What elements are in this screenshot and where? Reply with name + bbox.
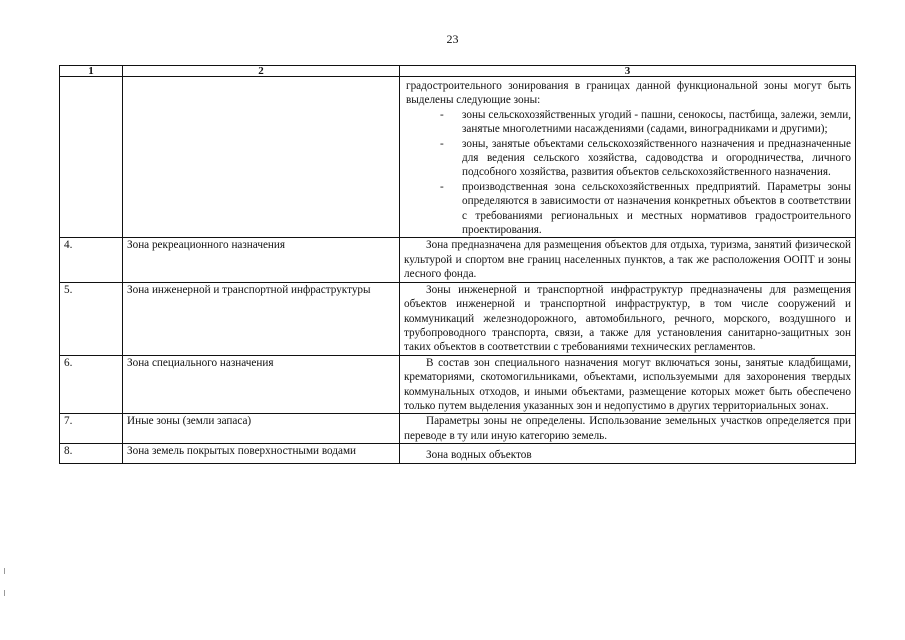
header-col-1: 1 [60, 66, 123, 77]
zone-name: Зона рекреационного назначения [123, 238, 400, 282]
list-item: - зоны, занятые объектами сельскохозяйственного назначения и предназначенные для ведения сельского хозяйства, садоводства и огородничества, личного подсобного хозяйства, развития объектов сельскохозяйственного назначения. [440, 137, 851, 179]
zone-description: Зона предназначена для размещения объектов для отдыха, туризма, занятий физической культурой и спортом вне границ населенных пунктов, а так же расположения ООПТ и зоны лесного фонда. [400, 238, 856, 282]
row-number: 5. [60, 282, 123, 355]
zone-name: Зона инженерной и транспортной инфраструктуры [123, 282, 400, 355]
table-row [60, 444, 856, 463]
header-col-3: 3 [400, 66, 856, 77]
zone-name: Зона специального назначения [123, 355, 400, 414]
table-row [60, 414, 856, 444]
table-row [60, 355, 856, 414]
row-number: 4. [60, 238, 123, 282]
zone-description: Параметры зоны не определены. Использование земельных участков определяется при переводе в ту или иную категорию земель. [400, 414, 856, 444]
row-number: 8. [60, 444, 123, 463]
header-col-2: 2 [123, 66, 400, 77]
zone-name: Иные зоны (земли запаса) [123, 414, 400, 444]
table-row [60, 282, 856, 355]
zone-name-cell [123, 77, 400, 238]
table-row-continuation [60, 77, 856, 238]
table-header-row [60, 66, 856, 77]
row-number-cell [60, 77, 123, 238]
scan-edge-mark [4, 568, 5, 574]
zone-description: Зоны инженерной и транспортной инфраструктур предназначены для размещения объектов инженерной и транспортной инфраструктур, в том числе сооружений и коммуникаций железнодорожного, автомобильного, речного, морского, воздушного и трубопроводного транспорта, связи, а также для установления санитарно-защитных зон таких объектов в соответствии с требованиями технических регламентов. [400, 282, 856, 355]
list-item: - производственная зона сельскохозяйственных предприятий. Параметры зоны определяются в зависимости от назначения конкретных объектов в соответствии с требованиями региональных и местных нормативов градостроительного проектирования. [440, 180, 851, 237]
scan-edge-mark [4, 590, 5, 596]
zone-description-cell [400, 77, 856, 238]
row-number: 7. [60, 414, 123, 444]
zone-description: В состав зон специального назначения могут включаться зоны, занятые кладбищами, крематориями, скотомогильниками, объектами, используемыми для захоронения твердых коммунальных отходов, и иными объектами, размещение которых может быть обеспечено только путем выделения указанных зон и недопустимо в других территориальных зонах. [400, 355, 856, 414]
bullet-dash: - [440, 108, 444, 121]
continuation-intro: градостроительного зонирования в границах данной функциональной зоны могут быть выделены следующие зоны: [406, 80, 851, 107]
bullet-dash: - [440, 180, 444, 193]
row-number: 6. [60, 355, 123, 414]
zone-description: Зона водных объектов [400, 444, 856, 463]
table-row [60, 238, 856, 282]
bullet-dash: - [440, 137, 444, 150]
zones-table [59, 65, 856, 464]
subzone-list [404, 108, 851, 238]
list-item: - зоны сельскохозяйственных угодий - пашни, сенокосы, пастбища, залежи, земли, занятые многолетними насаждениями (садами, виноградниками и другими); [440, 108, 851, 136]
zone-name: Зона земель покрытых поверхностными водами [123, 444, 400, 463]
page-number: 23 [446, 32, 459, 46]
